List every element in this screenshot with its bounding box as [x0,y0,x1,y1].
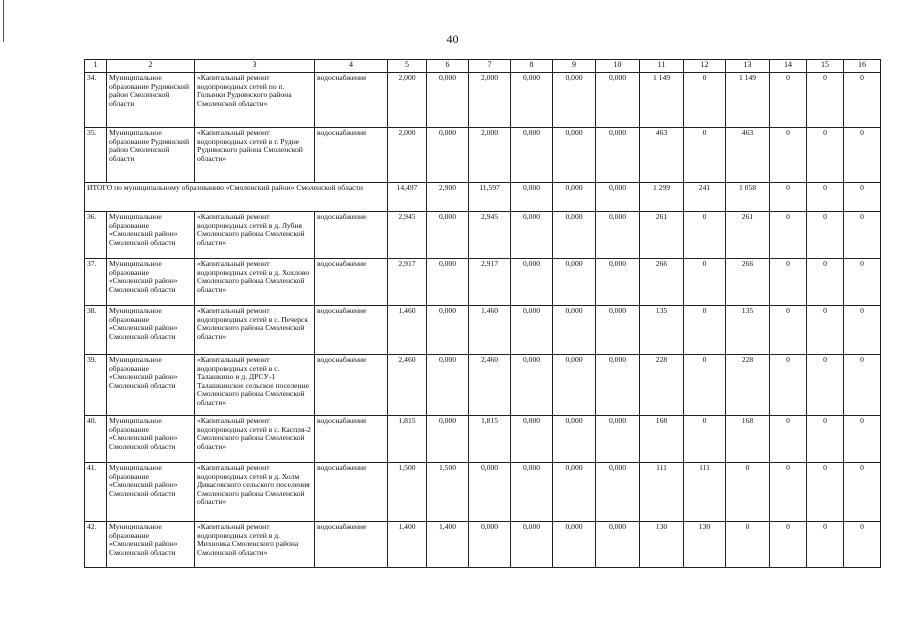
table-cell: 0,000 [553,463,596,522]
table-cell: 111 [640,463,684,522]
total-label: ИТОГО по муниципальному образованию «Смоленский район» Смоленской области [85,183,388,212]
table-cell: 0,000 [596,183,640,212]
table-cell: 0,000 [511,463,553,522]
table-cell: 111 [684,463,726,522]
table-cell: 0,000 [427,259,469,306]
table-cell: 0 [844,212,881,259]
table-cell: 0,000 [511,73,553,128]
table-cell: «Капитальный ремонт водопроводных сетей в с. Каспля-2 Смоленского района Смоленской области» [195,416,315,463]
table-cell: 2,945 [388,212,427,259]
table-cell: 0,000 [511,306,553,355]
table-cell: «Капитальный ремонт водопроводных сетей в д. Лубня Смоленского района Смоленской области» [195,212,315,259]
table-cell: 1,500 [388,463,427,522]
table-cell: 261 [726,212,770,259]
table-cell: 0,000 [553,212,596,259]
table-cell: 0,000 [511,355,553,416]
table-cell: 0,000 [553,183,596,212]
table-cell: 168 [640,416,684,463]
table-cell: 0,000 [427,355,469,416]
table-cell: водоснабжение [315,522,388,568]
table-cell: 130 [640,522,684,568]
header-row [85,60,881,73]
table-cell: 1,460 [469,306,511,355]
table-cell: 2,917 [469,259,511,306]
table-cell: водоснабжение [315,212,388,259]
table-cell: 0 [844,463,881,522]
column-header: 15 [807,60,844,73]
table-cell: водоснабжение [315,355,388,416]
table-cell: 42. [85,522,107,568]
table-cell: 2,000 [388,128,427,183]
table-cell: 2,460 [388,355,427,416]
table-cell: 40. [85,416,107,463]
column-header: 16 [844,60,881,73]
table-cell: 0 [807,355,844,416]
table-cell: 0 [726,522,770,568]
table-cell: 0,000 [596,306,640,355]
table-cell: 36. [85,212,107,259]
table-cell: 0 [684,355,726,416]
page-number: 40 [446,32,459,46]
table-cell: 0,000 [427,416,469,463]
column-header: 12 [684,60,726,73]
table-cell: 0 [844,522,881,568]
table-cell: 0 [844,355,881,416]
table-cell: 168 [726,416,770,463]
table-cell: 0 [807,128,844,183]
table-cell: водоснабжение [315,416,388,463]
table-cell: Муниципальное образование «Смоленский район» Смоленской области [107,306,195,355]
table-cell: 0 [807,212,844,259]
table-cell: 0 [807,416,844,463]
table-cell: 0 [770,416,807,463]
table-cell: 0 [807,306,844,355]
table-cell: Муниципальное образование «Смоленский район» Смоленской области [107,522,195,568]
table-cell: 0 [844,259,881,306]
table-row [85,463,881,522]
table-cell: водоснабжение [315,463,388,522]
table-cell: водоснабжение [315,306,388,355]
table-cell: 0 [844,128,881,183]
table-cell: 0,000 [553,128,596,183]
table-cell: 0,000 [596,259,640,306]
table-cell: 39. [85,355,107,416]
table-cell: 1,400 [427,522,469,568]
table-cell: 0 [770,183,807,212]
column-header: 1 [85,60,107,73]
table-cell: 0,000 [511,416,553,463]
column-header: 13 [726,60,770,73]
total-row [85,183,881,212]
table-cell: 34. [85,73,107,128]
table-cell: 130 [684,522,726,568]
table-cell: 0 [807,463,844,522]
table-cell: 0,000 [553,306,596,355]
table-cell: 0,000 [596,212,640,259]
table-cell: 0 [807,73,844,128]
table-cell: 0 [726,463,770,522]
table-cell: 0,000 [427,212,469,259]
table-cell: 0,000 [511,259,553,306]
table-cell: 0,000 [553,259,596,306]
table-cell: 0,000 [427,73,469,128]
table-cell: Муниципальное образование Руднянский район Смоленской области [107,128,195,183]
table-cell: 0,000 [553,522,596,568]
table-cell: 0 [770,306,807,355]
table-cell: «Капитальный ремонт водопроводных сетей в д. Хохлово Смоленского района Смоленской области» [195,259,315,306]
table-cell: 2,917 [388,259,427,306]
table-row [85,416,881,463]
table-cell: 0,000 [553,73,596,128]
table-cell: 0 [844,73,881,128]
table-cell: 2,460 [469,355,511,416]
table-cell: 14,497 [388,183,427,212]
table-cell: 2,000 [469,73,511,128]
table-cell: 0 [844,183,881,212]
table-cell: 0,000 [553,355,596,416]
table-cell: 0,000 [596,73,640,128]
column-header: 9 [553,60,596,73]
table-row [85,259,881,306]
table-cell: 0 [770,463,807,522]
table-cell: 41. [85,463,107,522]
table-cell: 1,500 [427,463,469,522]
table-cell: 1 058 [726,183,770,212]
table-cell: 0,000 [427,306,469,355]
table-cell: 0,000 [596,355,640,416]
table-cell: 261 [640,212,684,259]
table-cell: 0 [770,259,807,306]
table-row [85,306,881,355]
table-cell: «Капитальный ремонт водопроводных сетей по п. Голынки Руднянского района Смоленской области» [195,73,315,128]
table-cell: Муниципальное образование «Смоленский район» Смоленской области [107,416,195,463]
table-cell: 241 [684,183,726,212]
table-cell: 0,000 [427,128,469,183]
table-cell: 228 [726,355,770,416]
table-cell: 0 [844,306,881,355]
column-header: 6 [427,60,469,73]
column-header: 5 [388,60,427,73]
table-cell: 0,000 [511,128,553,183]
table-cell: 0,000 [469,463,511,522]
table-cell: 0 [684,212,726,259]
table-cell: водоснабжение [315,128,388,183]
data-table [84,59,881,568]
table-cell: Муниципальное образование «Смоленский район» Смоленской области [107,212,195,259]
table-cell: 0,000 [596,463,640,522]
table-cell: 0,000 [469,522,511,568]
table-cell: 2,000 [388,73,427,128]
table-row [85,355,881,416]
table-cell: 0,000 [511,522,553,568]
table-row [85,73,881,128]
table-cell: 0,000 [511,212,553,259]
table-cell: водоснабжение [315,259,388,306]
table-cell: 463 [726,128,770,183]
column-header: 8 [511,60,553,73]
table-cell: 1 149 [726,73,770,128]
table-cell: 38. [85,306,107,355]
table-cell: 1 299 [640,183,684,212]
table-cell: 0,000 [553,416,596,463]
table-cell: Муниципальное образование «Смоленский район» Смоленской области [107,463,195,522]
table-body [85,60,881,568]
table-cell: «Капитальный ремонт водопроводных сетей в с. Печерск Смоленского района Смоленской области» [195,306,315,355]
table-row [85,522,881,568]
table-row [85,212,881,259]
column-header: 4 [315,60,388,73]
table-cell: 0,000 [596,522,640,568]
table-cell: 0 [684,128,726,183]
table-cell: 0 [770,212,807,259]
table-cell: 37. [85,259,107,306]
table-cell: 0 [807,522,844,568]
column-header: 11 [640,60,684,73]
table-cell: Муниципальное образование Руднянский район Смоленской области [107,73,195,128]
table-cell: 135 [640,306,684,355]
table-row [85,128,881,183]
table-cell: 2,000 [469,128,511,183]
table-cell: 1,815 [388,416,427,463]
table-cell: 0,000 [596,128,640,183]
table-cell: 0 [770,355,807,416]
table-cell: водоснабжение [315,73,388,128]
table-cell: 1,400 [388,522,427,568]
table-cell: 0 [684,416,726,463]
table-cell: 463 [640,128,684,183]
table-cell: 0 [844,416,881,463]
column-header: 3 [195,60,315,73]
table-cell: 0 [807,183,844,212]
table-cell: 0,000 [596,416,640,463]
table-cell: 266 [640,259,684,306]
table-cell: 135 [726,306,770,355]
table-cell: 0 [770,128,807,183]
table-cell: 35. [85,128,107,183]
table-cell: 0,000 [511,183,553,212]
table-cell: «Капитальный ремонт водопроводных сетей в г. Рудне Руднянского района Смоленской области» [195,128,315,183]
table-cell: «Капитальный ремонт водопроводных сетей в д. Михновка Смоленского района Смоленской области» [195,522,315,568]
table-cell: 1,460 [388,306,427,355]
table-cell: 2,945 [469,212,511,259]
table-cell: 0 [770,522,807,568]
table-cell: 0 [684,306,726,355]
table-cell: 266 [726,259,770,306]
table-cell: 228 [640,355,684,416]
table-cell: Муниципальное образование «Смоленский район» Смоленской области [107,355,195,416]
table-cell: 0 [684,259,726,306]
table-cell: 2,900 [427,183,469,212]
column-header: 10 [596,60,640,73]
table-cell: Муниципальное образование «Смоленский район» Смоленской области [107,259,195,306]
column-header: 7 [469,60,511,73]
table-cell: 0 [807,259,844,306]
table-cell: 1,815 [469,416,511,463]
table-cell: «Капитальный ремонт водопроводных сетей в с. Талашкино и д. ДРСУ-1 Талашкинское сельское поселение Смоленского района Смоленской области» [195,355,315,416]
table-cell: «Капитальный ремонт водопроводных сетей в д. Холм Дивасовского сельского поселения Смоленского района Смоленской области» [195,463,315,522]
table-cell: 11,597 [469,183,511,212]
table-cell: 1 149 [640,73,684,128]
table-cell: 0 [684,73,726,128]
column-header: 14 [770,60,807,73]
table-cell: 0 [770,73,807,128]
column-header: 2 [107,60,195,73]
